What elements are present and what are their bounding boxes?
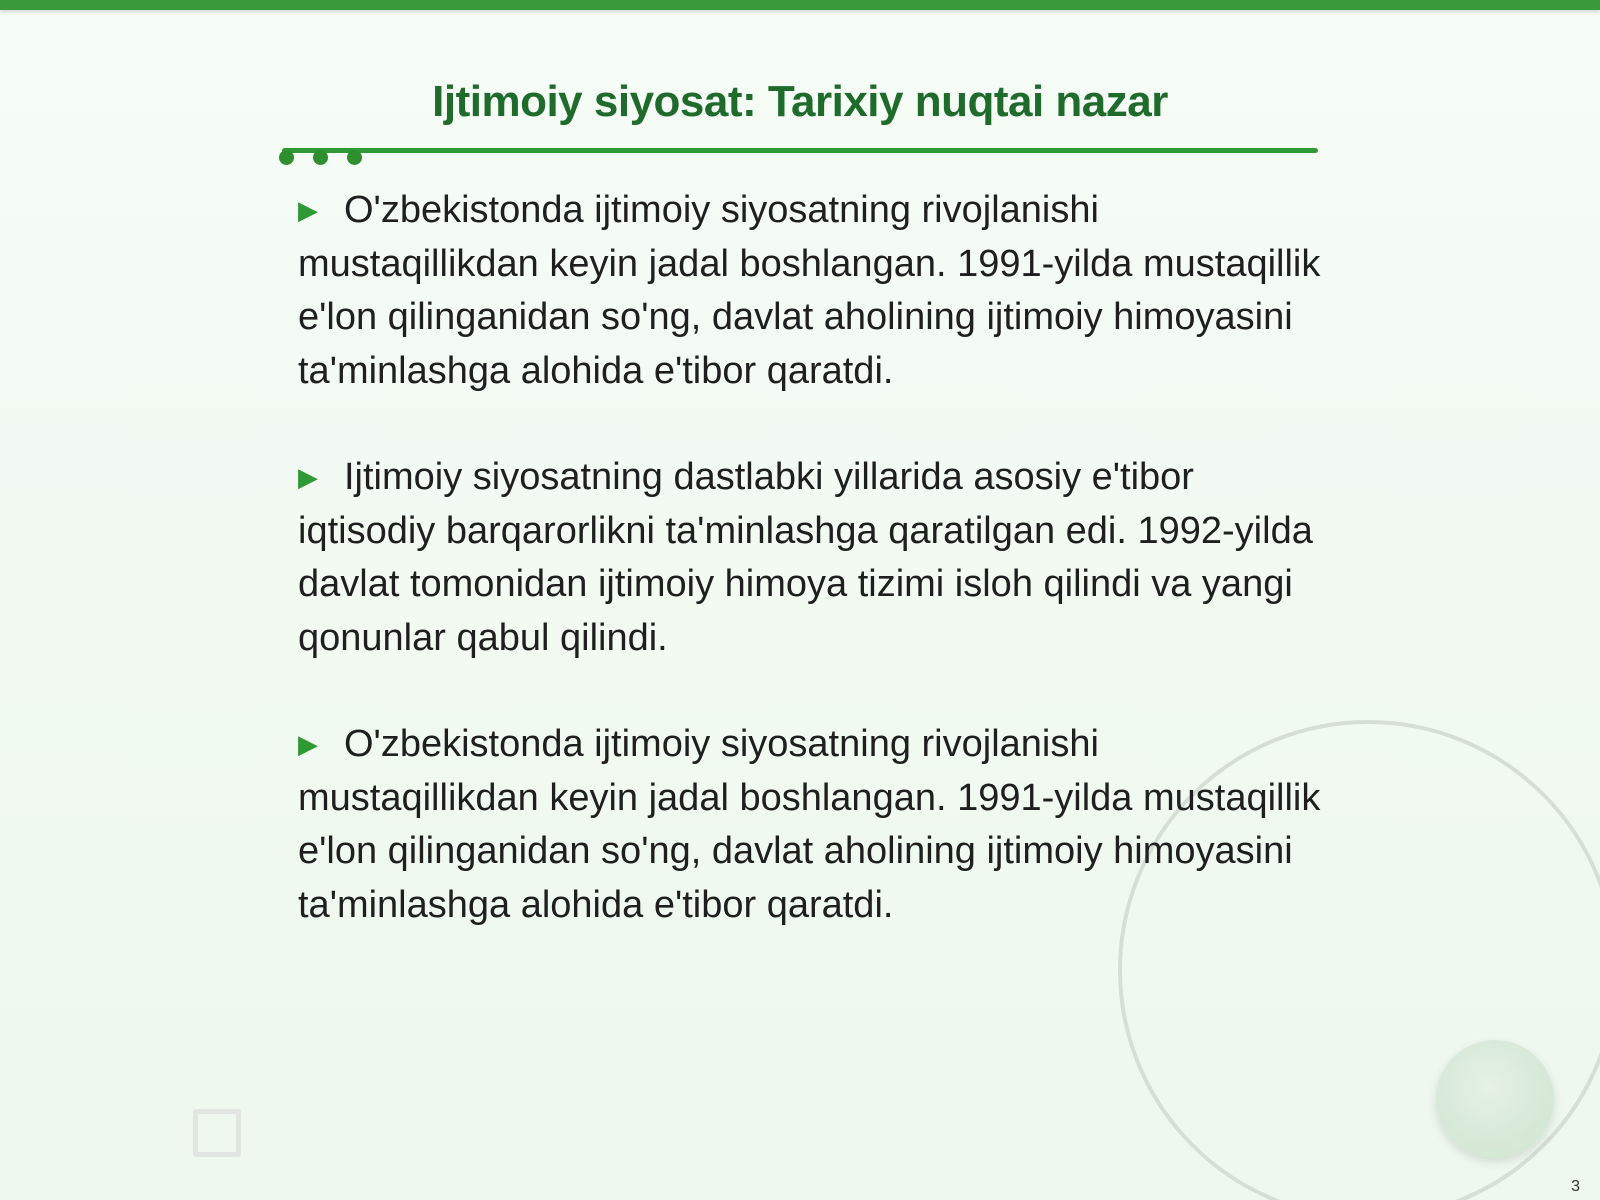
bullet-text: Ijtimoiy siyosatning dastlabki yillarida asosiy e'tibor iqtisodiy barqarorlikni ta'minlashga qaratilgan edi. 1992-yilda davlat tomonidan ijtimoiy himoya tizimi isloh qilindi va yangi qonunlar qabul qilindi. xyxy=(298,456,1313,659)
top-accent-bar xyxy=(0,0,1600,10)
triangle-right-icon: ▶ xyxy=(298,462,318,492)
bullet-list xyxy=(298,184,1328,985)
title-underline xyxy=(282,148,1318,153)
slide-title: Ijtimoiy siyosat: Tarixiy nuqtai nazar xyxy=(432,77,1168,126)
bullet-text: O'zbekistonda ijtimoiy siyosatning rivojlanishi mustaqillikdan keyin jadal boshlangan. 1991-yilda mustaqillik e'lon qilinganidan so'ng, davlat aholining ijtimoiy himoyasini ta'minlashga alohida e'tibor qaratdi. xyxy=(298,189,1321,392)
triangle-right-icon: ▶ xyxy=(298,729,318,759)
bullet-paragraph xyxy=(298,718,1328,932)
decorative-dot xyxy=(313,150,328,165)
decorative-dot xyxy=(347,150,362,165)
triangle-right-icon: ▶ xyxy=(298,195,318,225)
decorative-circle xyxy=(1436,1040,1554,1158)
bullet-text: O'zbekistonda ijtimoiy siyosatning rivojlanishi mustaqillikdan keyin jadal boshlangan. 1991-yilda mustaqillik e'lon qilinganidan so'ng, davlat aholining ijtimoiy himoyasini ta'minlashga alohida e'tibor qaratdi. xyxy=(298,723,1321,926)
page-number: 3 xyxy=(1571,1178,1580,1195)
bullet-paragraph xyxy=(298,184,1328,398)
decorative-square xyxy=(193,1109,241,1157)
bullet-paragraph xyxy=(298,451,1328,665)
decorative-dot xyxy=(279,150,294,165)
